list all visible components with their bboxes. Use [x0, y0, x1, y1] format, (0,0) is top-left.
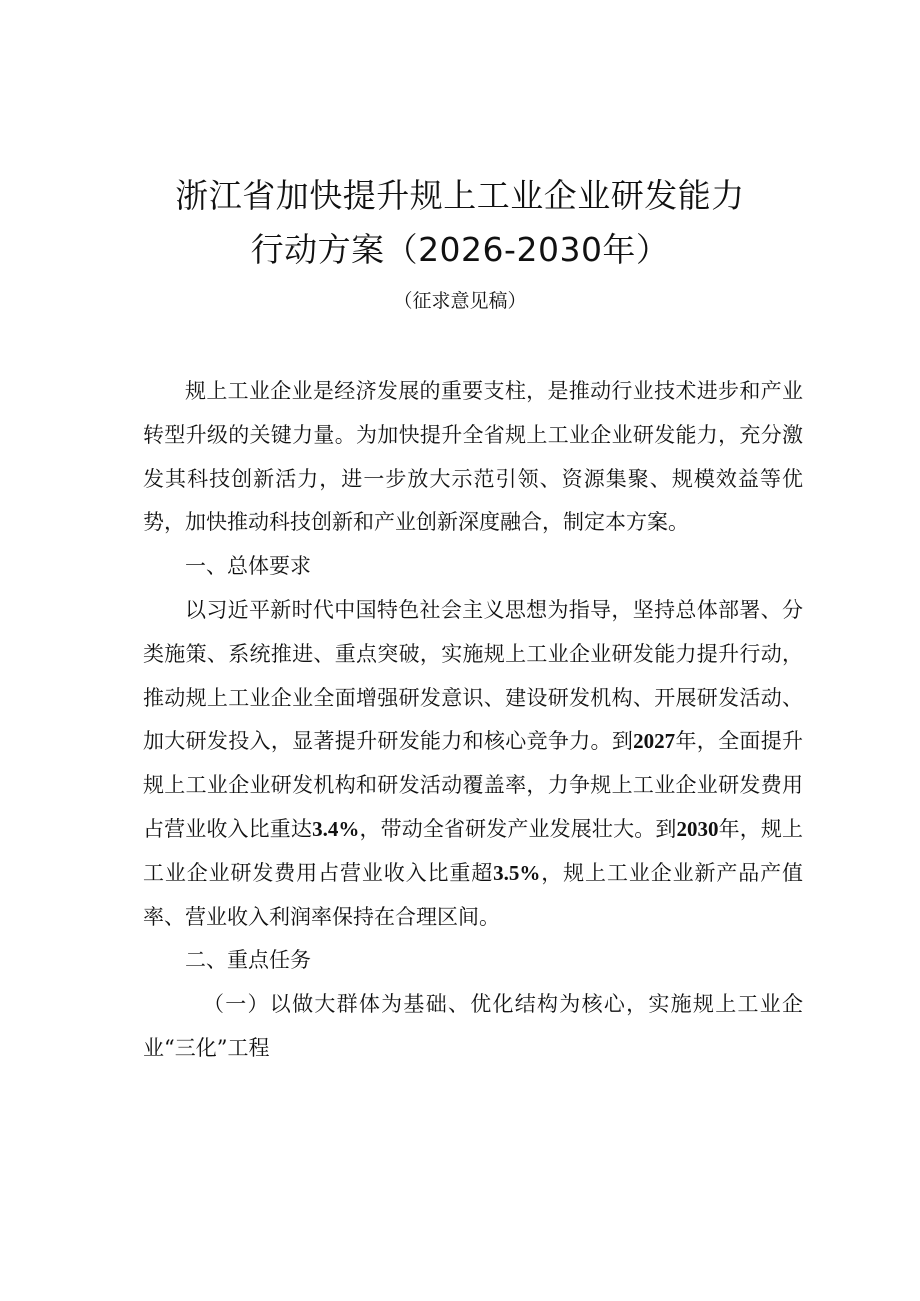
section1-text-e: ，规上工业企业新产品产值率、营业收入利润率保持在合理区间。 — [143, 860, 804, 929]
section-heading-2: 二、重点任务 — [185, 948, 311, 973]
target-year-2030: 2030 — [676, 816, 719, 841]
subsection-heading-1: （一）以做大群体为基础、优化结构为核心，实施规上工业企业“三化”工程 — [143, 992, 803, 1060]
section1-text-c: ，带动全省研发产业发展壮大。到 — [359, 816, 677, 841]
section1-text-d: 年，规上工业企业研发费用占营业收入比重超 — [143, 816, 804, 885]
target-year-2027: 2027 — [633, 729, 676, 754]
document-subtitle: （征求意见稿） — [393, 290, 527, 312]
document-title-line2: 行动方案（2026-2030年） — [250, 230, 670, 269]
section1-paragraph — [143, 589, 803, 939]
target-percent-2: 3.5% — [493, 860, 541, 885]
section-heading-1: 一、总体要求 — [185, 554, 311, 579]
document-title-line1: 浙江省加快提升规上工业企业研发能力 — [175, 176, 745, 215]
section1-text-b: 年，全面提升规上工业企业研发机构和研发活动覆盖率，力争规上工业企业研发费用占营业收入比重达 — [143, 729, 804, 841]
intro-paragraph: 规上工业企业是经济发展的重要支柱，是推动行业技术进步和产业转型升级的关键力量。为加快提升全省规上工业企业研发能力，充分激发其科技创新活力，进一步放大示范引领、资源集聚、规模效益等优势，加快推动科技创新和产业创新深度融合，制定本方案。 — [143, 379, 803, 535]
target-percent-1: 3.4% — [312, 816, 360, 841]
section1-text-a: 以习近平新时代中国特色社会主义思想为指导，坚持总体部署、分类施策、系统推进、重点突破，实施规上工业企业研发能力提升行动，推动规上工业企业全面增强研发意识、建设研发机构、开展研发活动、加大研发投入，显著提升研发能力和核心竞争力。到 — [143, 597, 803, 754]
document-body — [143, 370, 803, 1071]
